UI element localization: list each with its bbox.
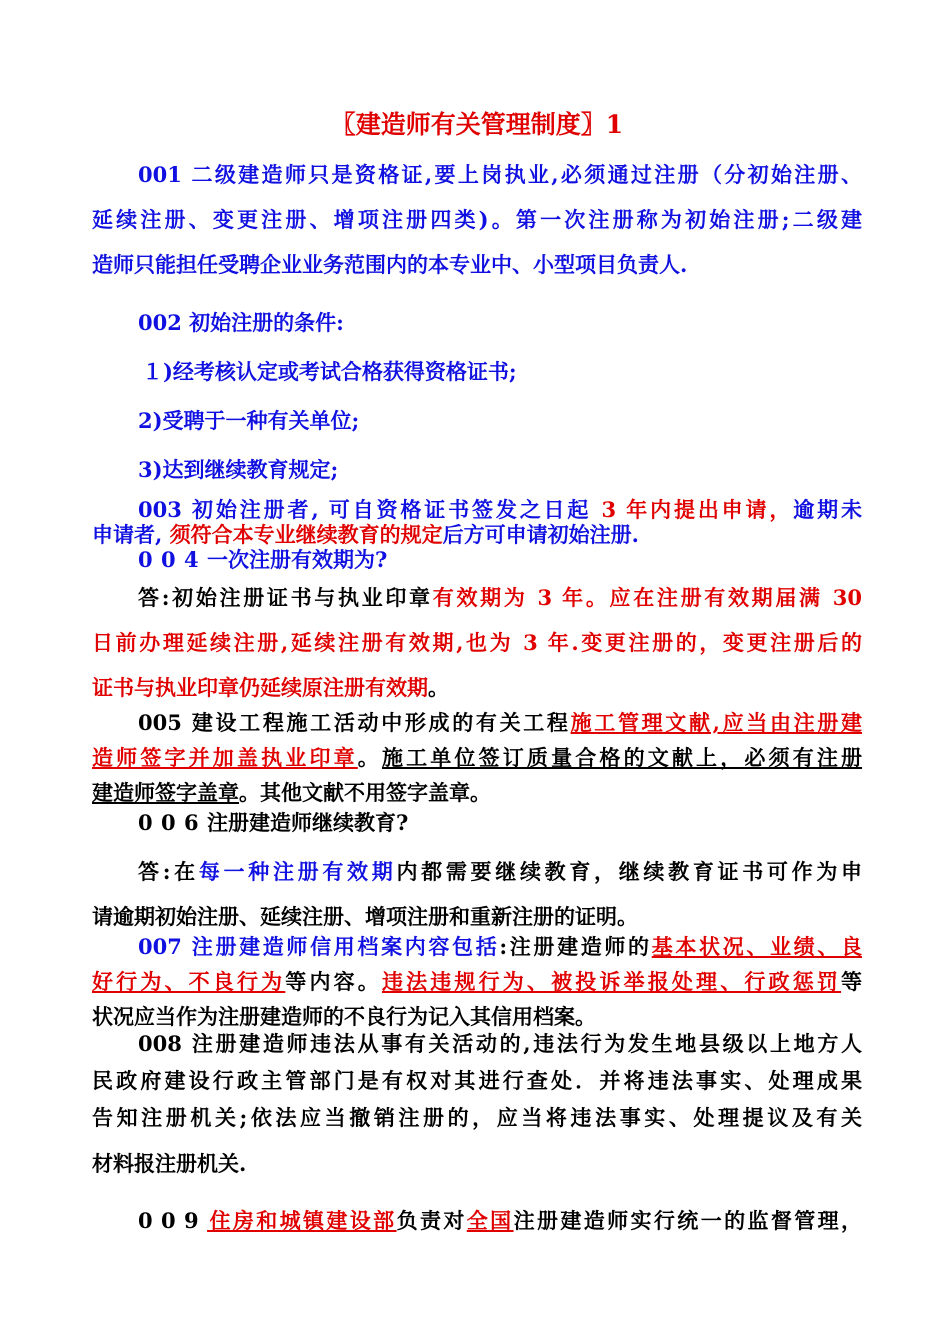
p005-text-a: 005 建设工程施工活动中形成的有关工程 (138, 710, 571, 735)
paragraph-001-line-3: 造师只能担任受聘企业业务范围内的本专业中、小型项目负责人. (92, 252, 688, 277)
p004-answer-text-a: 答:初始注册证书与执业印章 (138, 585, 433, 610)
condition-item-1: １)经考核认定或考试合格获得资格证书; (142, 359, 517, 384)
p004-answer-highlight-b: 有效期为 3 年。应在注册有效期届满 30 (432, 585, 862, 610)
condition-item-3: 3)达到继续教育规定; (138, 457, 339, 482)
p007-text-h: 状况应当作为注册建造师的不良行为记入其信用档案。 (92, 1004, 596, 1029)
p004-answer-highlight-d: 证书与执业印章仍延续原注册有效期 (92, 675, 428, 700)
p004-number: 004 (138, 547, 208, 572)
p007-text-b: :注册建造师的 (499, 934, 652, 959)
paragraph-006-answer (92, 849, 862, 939)
p003-highlight-3-years: 3 年内提出申请， (591, 497, 794, 522)
p007-text-e: 等内容。 (285, 969, 382, 994)
p008-line-3: 告知注册机关;依法应当撤销注册的，应当将违法事实、处理提议及有关 (92, 1105, 862, 1130)
p006-answer-text-c: 内都需要继续教育，继续教育证书可作为申 (396, 859, 863, 884)
p009-number: 009 (138, 1208, 208, 1233)
paragraph-004 (92, 547, 862, 572)
p009-highlight-national: 全国 (466, 1208, 514, 1233)
p009-highlight-ministry: 住房和城镇建设部 (207, 1208, 397, 1233)
paragraph-005 (92, 705, 862, 810)
paragraph-007 (92, 929, 862, 1034)
p006-answer-text-a: 答:在 (138, 859, 199, 884)
p003-highlight-education: 须符合本专业继续教育的规定 (162, 522, 443, 547)
p006-question: 注册建造师继续教育? (207, 810, 409, 835)
p007-highlight-d: 好行为、不良行为 (92, 969, 286, 994)
p006-answer-highlight-b: 每一种注册有效期 (198, 859, 397, 884)
p005-underline-f: 建造师签字盖章 (92, 780, 239, 805)
p007-highlight-f: 违法违规行为、被投诉举报处理、行政惩罚 (381, 969, 842, 994)
p004-question: 一次注册有效期为? (207, 547, 388, 572)
p004-answer-highlight-c: 日前办理延续注册,延续注册有效期,也为 3 年.变更注册的，变更注册后的 (92, 630, 862, 655)
p009-text-b: 负责对 (396, 1208, 467, 1233)
paragraph-004-answer (92, 575, 862, 710)
p005-text-d: 。 (357, 745, 382, 770)
p008-line-2: 民政府建设行政主管部门是有权对其进行查处．并将违法事实、处理成果 (92, 1068, 862, 1093)
paragraph-001-line-1: 001 二级建造师只是资格证,要上岗执业,必须通过注册（分初始注册、 (138, 162, 862, 187)
p007-highlight-c: 基本状况、业绩、良 (651, 934, 862, 959)
paragraph-001 (92, 152, 862, 287)
paragraph-003 (92, 497, 862, 547)
p007-text-a: 007 注册建造师信用档案内容包括 (138, 934, 500, 959)
p005-underline-e: 施工单位签订质量合格的文献上，必须有注册 (381, 745, 863, 770)
p003-text-f: 后方可申请初始注册. (442, 522, 639, 547)
p006-number: 006 (138, 810, 208, 835)
p009-text-d: 注册建造师实行统一的监督管理， (513, 1208, 863, 1233)
p005-highlight-c: 造师签字并加盖执业印章 (92, 745, 358, 770)
p003-text-c: 逾期未 (793, 497, 863, 522)
p005-text-g: 。其他文献不用签字盖章。 (239, 780, 491, 805)
p005-highlight-b: 施工管理文献,应当由注册建 (570, 710, 863, 735)
document-title: 〖建造师有关管理制度〗1 (330, 110, 624, 139)
p003-text-d: 申请者, (92, 522, 163, 547)
paragraph-009 (92, 1198, 862, 1243)
paragraph-001-line-2: 延续注册、变更注册、增项注册四类)。第一次注册称为初始注册;二级建 (92, 207, 862, 232)
p008-line-4: 材料报注册机关. (92, 1151, 247, 1176)
condition-item-2: 2)受聘于一种有关单位; (138, 408, 360, 433)
p003-text-a: 003 初始注册者, 可自资格证书签发之日起 (138, 497, 592, 522)
paragraph-002: 002 初始注册的条件: (138, 310, 344, 335)
p007-text-g: 等 (841, 969, 863, 994)
p006-answer-text-d: 请逾期初始注册、延续注册、增项注册和重新注册的证明。 (92, 904, 638, 929)
paragraph-008 (92, 1025, 862, 1182)
paragraph-006 (92, 800, 862, 845)
p004-answer-text-e: 。 (428, 675, 449, 700)
p008-line-1: 008 注册建造师违法从事有关活动的,违法行为发生地县级以上地方人 (138, 1031, 862, 1056)
